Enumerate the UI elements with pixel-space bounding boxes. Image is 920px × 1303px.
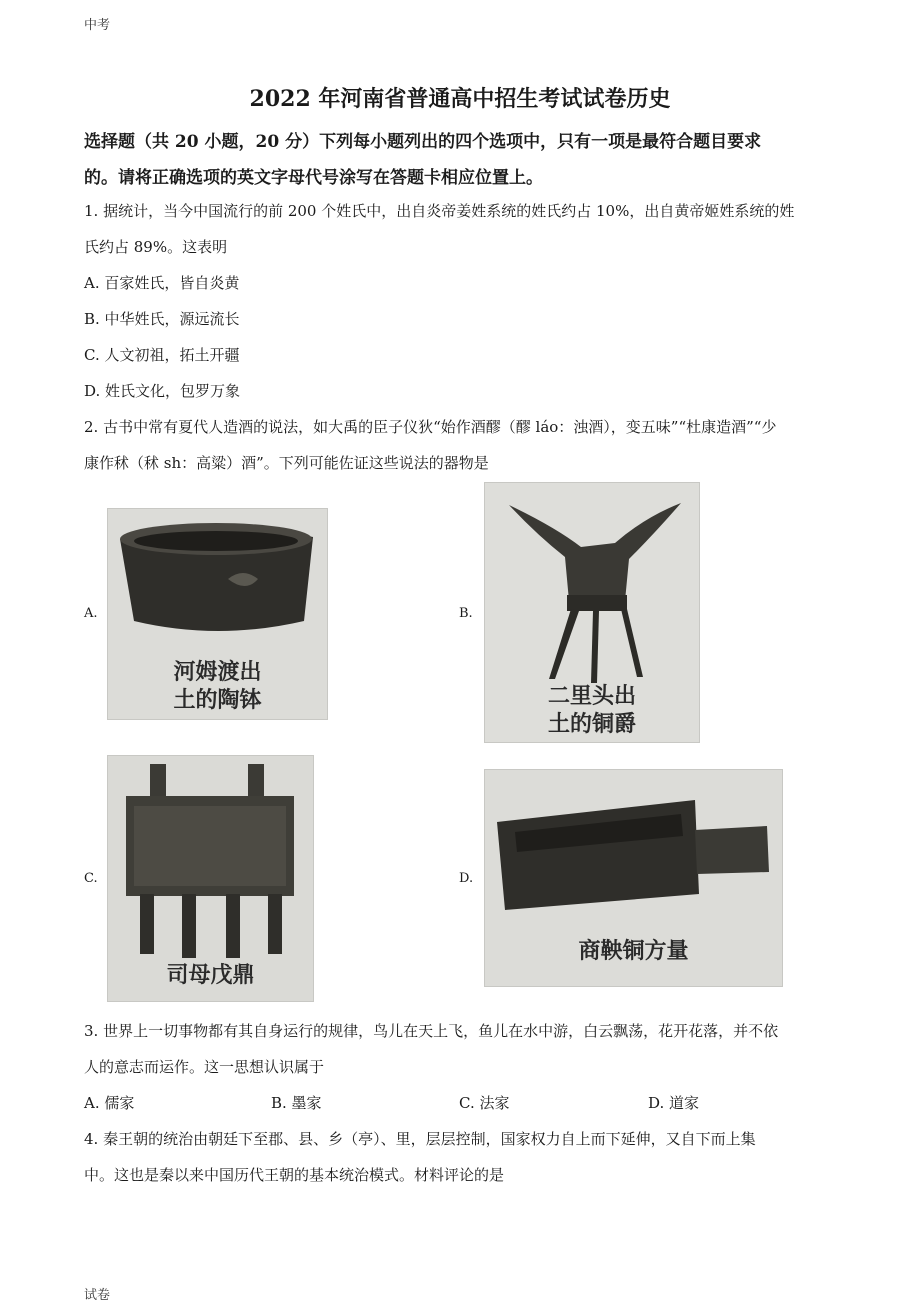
q1-option-c: C. 人文初祖，拓土开疆	[84, 346, 240, 364]
q1-option-d: D. 姓氏文化，包罗万象	[84, 382, 241, 400]
q2-option-a-image	[107, 508, 328, 720]
q2-option-d-label: D.	[459, 871, 474, 886]
q2-option-b-caption-1: 二里头出	[547, 684, 636, 709]
instruction-line-2: 的。请将正确选项的英文字母代号涂写在答题卡相应位置上。	[84, 168, 543, 188]
q3-option-d: D. 道家	[648, 1094, 700, 1112]
q1-stem-line-2: 氏约占 89%。这表明	[84, 238, 228, 256]
q2-stem-line-2: 康作秫（秫 sh：高粱）酒”。下列可能佐证这些说法的器物是	[84, 454, 489, 472]
q4-stem-line-2: 中。这也是秦以来中国历代王朝的基本统治模式。材料评论的是	[84, 1166, 505, 1184]
q1-option-a: A. 百家姓氏，皆自炎黄	[84, 274, 240, 292]
q3-stem-line-1: 3. 世界上一切事物都有其自身运行的规律，鸟儿在天上飞，鱼儿在水中游，白云飘荡，花开花落，并不依	[84, 1022, 779, 1040]
q2-option-d-caption-1: 商鞅铜方量	[578, 939, 689, 964]
exam-title: 2022 年河南省普通高中招生考试试卷历史	[249, 86, 671, 112]
instruction-line-1: 选择题（共 20 小题，20 分）下列每小题列出的四个选项中，只有一项是最符合题目要求	[84, 132, 762, 152]
q2-option-b-label: B.	[459, 606, 473, 621]
page-footer: 试卷	[84, 1288, 111, 1303]
q2-option-a-caption-1: 河姆渡出	[173, 660, 262, 685]
q3-option-a: A. 儒家	[84, 1094, 135, 1112]
q2-option-c-label: C.	[84, 871, 98, 886]
q2-option-d-image	[484, 769, 783, 987]
q2-option-b-caption-2: 土的铜爵	[547, 712, 636, 737]
q2-option-c-caption-1: 司母戊鼎	[166, 963, 255, 988]
q2-stem-line-1: 2. 古书中常有夏代人造酒的说法，如大禹的臣子仪狄“始作酒醪（醪 láo：浊酒），变五味”“杜康造酒”“少	[84, 418, 777, 436]
q2-option-a-caption-2: 土的陶钵	[173, 688, 262, 713]
page-header: 中考	[84, 18, 111, 33]
q4-stem-line-1: 4. 秦王朝的统治由朝廷下至郡、县、乡（亭）、里，层层控制，国家权力自上而下延伸，又自下而上集	[84, 1130, 756, 1148]
q3-stem-line-2: 人的意志而运作。这一思想认识属于	[84, 1058, 325, 1076]
q2-option-c-image	[107, 755, 314, 1002]
q3-option-b: B. 墨家	[271, 1094, 322, 1112]
q1-option-b: B. 中华姓氏，源远流长	[84, 310, 240, 328]
q2-option-a-label: A.	[84, 606, 98, 621]
q2-option-b-image	[484, 482, 700, 743]
q1-stem-line-1: 1. 据统计，当今中国流行的前 200 个姓氏中，出自炎帝姜姓系统的姓氏约占 10%，出自黄帝姬姓系统的姓	[84, 202, 795, 220]
q3-option-c: C. 法家	[459, 1094, 510, 1112]
